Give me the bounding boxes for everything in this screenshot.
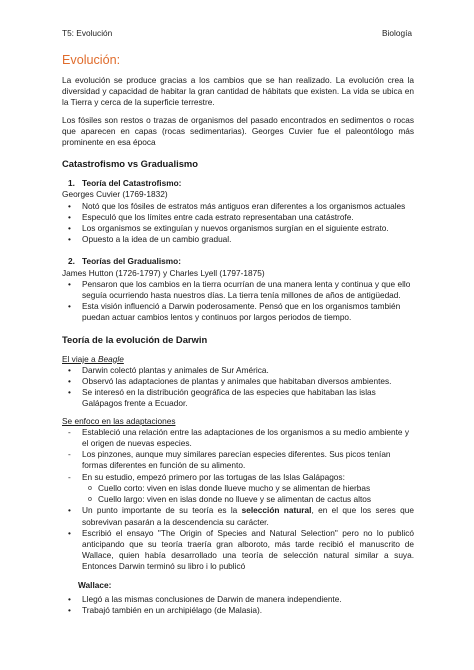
tortugas-intro: En su estudio, empezó primero por las tortugas de las Islas Galápagos:: [82, 471, 345, 482]
list-item: • Especuló que los límites entre cada estrato representaban una catástrofe.: [62, 212, 414, 223]
catastrofismo-heading: [62, 178, 414, 189]
list-item: [62, 472, 414, 506]
viaje-ship: Beagle: [97, 353, 124, 364]
wallace-heading: Wallace:: [78, 579, 112, 590]
viaje-prefix: El viaje a: [62, 353, 98, 364]
header-right: Biología: [382, 28, 412, 38]
wallace-list: [62, 594, 414, 616]
adaptaciones-heading: Se enfoco en las adaptaciones: [62, 415, 176, 426]
natural-after: , en el que los seres que sobrevivan pasarán a la descendencia su carácter.: [82, 505, 414, 527]
list-item: - Estableció una relación entre las adaptaciones de los organismos a su medio ambiente y el origen de nuevas especies.: [62, 427, 414, 449]
list-item: • Se interesó en la distribución geográfica de las especies que habitaban las islas Galápagos frente a Ecuador.: [62, 387, 414, 409]
natural-before: Un punto importante de su teoría es la: [82, 505, 242, 516]
viaje-list: [62, 365, 414, 410]
catastrofismo-title: Teoría del Catastrofismo:: [82, 178, 182, 189]
natural-bold: selección natural: [241, 505, 312, 516]
header-left: T5: Evolución: [62, 28, 113, 38]
tortugas-list: [82, 483, 414, 505]
gradualismo-title: Teorías del Gradualismo:: [82, 256, 181, 267]
list-item: • Trabajó también en un archipiélago (de Malasia).: [62, 605, 414, 616]
list-item: • Esta visión influenció a Darwin poderosamente. Pensó que en los organismos también puedan actuar cambios lentos y continuos por largos periodos de tiempo.: [62, 301, 414, 323]
catastrofismo-number: 1.: [68, 178, 75, 189]
intro-paragraph-1: La evolución se produce gracias a los cambios que se han realizado. La evolución crea la diversidad y capacidad de habitar la gran cantidad de hábitats que existen. La vida se ubica en la Tierra y cerca de la superficie terrestre.: [62, 75, 414, 108]
list-item: • Los organismos se extinguían y nuevos organismos surgían en el siguiente estrato.: [62, 223, 414, 234]
adaptaciones-dash-list: [62, 427, 414, 505]
gradualismo-list: [62, 279, 414, 324]
adaptaciones-bullet-list: [62, 505, 414, 572]
list-item: o Cuello largo: viven en islas donde no llueve y se alimentan de cactus altos: [82, 494, 414, 505]
list-item: o Cuello corto: viven en islas donde llueve mucho y se alimentan de hierbas: [82, 483, 414, 494]
gradualismo-number: 2.: [68, 256, 75, 267]
viaje-heading: [62, 354, 414, 365]
intro-paragraph-2: Los fósiles son restos o trazas de organismos del pasado encontrados en sedimentos o rocas que aparecen en capas (rocas sedimentarias). Georges Cuvier fue el paleontólogo más prominente en esa época: [62, 114, 414, 148]
catastrofismo-author: Georges Cuvier (1769-1832): [62, 189, 168, 200]
gradualismo-heading: [62, 256, 414, 267]
list-item: - Los pinzones, aunque muy similares parecían especies diferentes. Sus picos tenían formas diferentes en función de su alimento.: [62, 449, 414, 471]
list-item: • Observó las adaptaciones de plantas y animales que habitaban diversos ambientes.: [62, 376, 414, 387]
section-heading-darwin: Teoría de la evolución de Darwin: [62, 333, 208, 345]
section-heading-catastrofismo-gradualismo: Catastrofismo vs Gradualismo: [62, 158, 198, 170]
list-item: • Llegó a las mismas conclusiones de Darwin de manera independiente.: [62, 594, 414, 605]
list-item: • Escribió el ensayo "The Origin of Species and Natural Selection" pero no lo publicó anticipando que su teoría traería gran alboroto, más tarde recibió el manuscrito de Wallace, quien había desarrollado una teoría de selección natural similar a suya. Entonces Darwin terminó su libro i lo publicó: [62, 528, 414, 573]
list-item: • Notó que los fósiles de estratos más antiguos eran diferentes a los organismos actuales: [62, 201, 414, 212]
list-item: • Pensaron que los cambios en la tierra ocurrían de una manera lenta y continua y que ello seguía ocurriendo hasta nuestros días. La tierra tenía millones de años de antigüedad.: [62, 279, 414, 301]
list-item: • Opuesto a la idea de un cambio gradual.: [62, 234, 414, 245]
list-item: [62, 505, 414, 527]
document-content: [62, 53, 414, 622]
page-title: Evolución:: [62, 53, 121, 67]
list-item: • Darwin colectó plantas y animales de Sur América.: [62, 365, 414, 376]
catastrofismo-list: [62, 201, 414, 246]
gradualismo-author: James Hutton (1726-1797) y Charles Lyell (1797-1875): [62, 267, 265, 278]
